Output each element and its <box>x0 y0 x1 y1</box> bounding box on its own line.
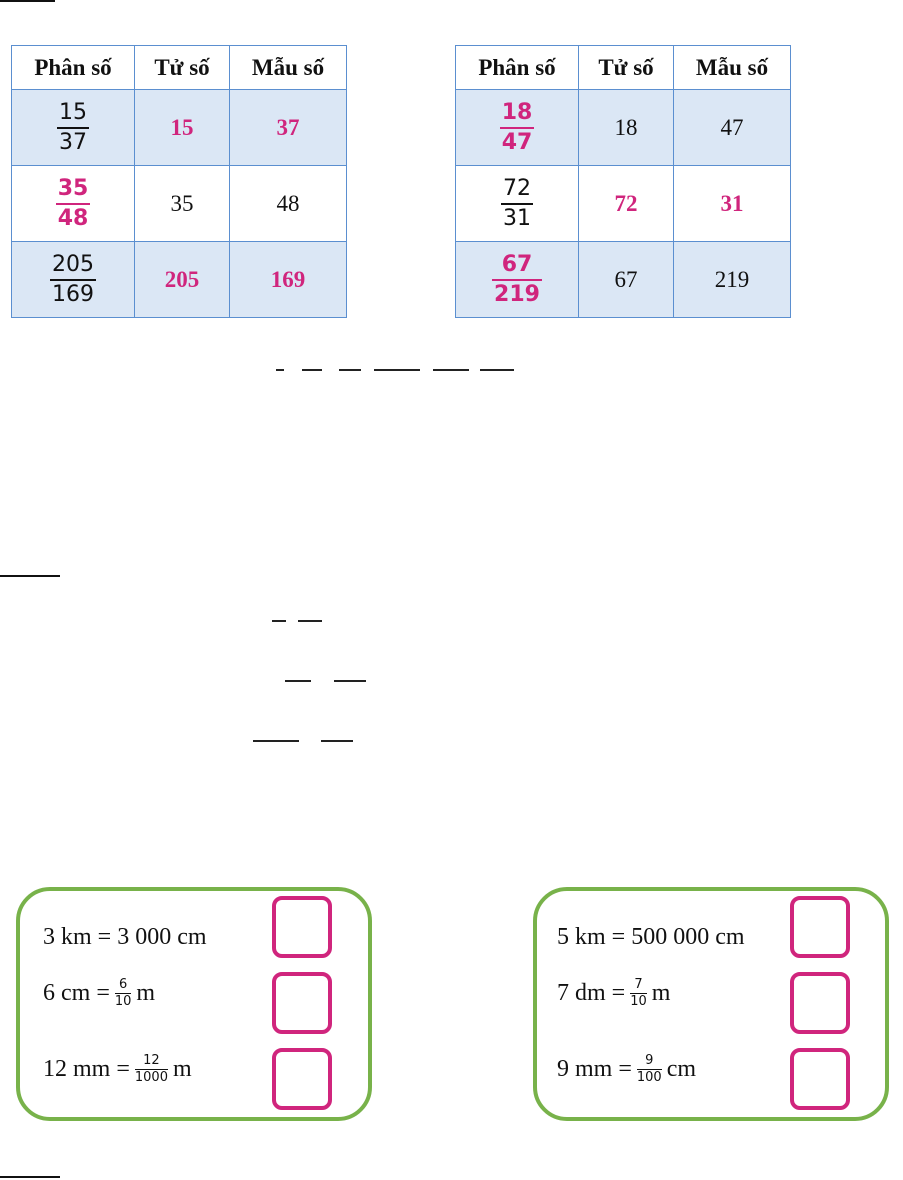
answer-checkbox[interactable] <box>272 1048 332 1110</box>
table-row <box>12 242 347 318</box>
denominator: 10 <box>114 994 132 1010</box>
fraction <box>115 978 132 1010</box>
header-tu-so: Tử số <box>135 46 230 90</box>
fraction-bar <box>500 127 535 129</box>
blank-line <box>298 620 322 622</box>
section-rule-top <box>0 0 55 2</box>
equation-text: 5 km = 500 000 cm <box>557 924 745 950</box>
equation-text: 9 mm = <box>557 1056 632 1083</box>
blank-line <box>433 369 469 371</box>
blank-line <box>339 369 361 371</box>
table-header-row <box>456 46 791 90</box>
blank-line <box>302 369 322 371</box>
answer-checkbox[interactable] <box>790 1048 850 1110</box>
header-mau-so: Mẫu số <box>230 46 347 90</box>
blank-line <box>321 740 353 742</box>
blank-line <box>285 680 311 682</box>
fraction-cell <box>456 90 579 166</box>
blank-line <box>253 740 299 742</box>
header-mau-so: Mẫu số <box>674 46 791 90</box>
answer-checkbox[interactable] <box>790 972 850 1034</box>
fraction-bar <box>492 279 542 281</box>
section-rule-middle <box>0 575 60 577</box>
denominator: 10 <box>630 994 647 1010</box>
numerator: 205 <box>52 252 94 278</box>
fraction-table-1 <box>11 45 347 318</box>
tu-so-cell: 18 <box>579 90 674 166</box>
equation-line <box>557 1054 696 1086</box>
tu-so-cell: 205 <box>135 242 230 318</box>
unit-text: m <box>172 1056 192 1083</box>
header-phan-so: Phân số <box>12 46 135 90</box>
unit-text: cm <box>666 1056 697 1083</box>
section-rule-bottom <box>0 1176 60 1178</box>
fraction-table-2 <box>455 45 791 318</box>
header-phan-so: Phân số <box>456 46 579 90</box>
fraction <box>56 177 91 229</box>
unit-text: m <box>136 980 156 1007</box>
denominator: 48 <box>57 205 89 231</box>
tu-so-cell: 67 <box>579 242 674 318</box>
fraction-cell <box>12 242 135 318</box>
fraction-cell <box>456 242 579 318</box>
table-row <box>12 166 347 242</box>
fraction <box>492 253 542 305</box>
blank-line <box>272 620 286 622</box>
equation-line <box>43 978 155 1010</box>
equation-text: 3 km = 3 000 cm <box>43 924 207 950</box>
equation-text: 12 mm = <box>43 1056 130 1083</box>
denominator: 1000 <box>134 1070 168 1086</box>
mau-so-cell: 31 <box>674 166 791 242</box>
blank-line <box>480 369 514 371</box>
fraction <box>57 101 89 153</box>
mau-so-cell: 48 <box>230 166 347 242</box>
fraction-cell <box>12 166 135 242</box>
denominator: 169 <box>52 281 94 307</box>
tu-so-cell: 35 <box>135 166 230 242</box>
denominator: 100 <box>636 1070 662 1086</box>
numerator: 9 <box>645 1053 654 1068</box>
blank-line <box>374 369 420 371</box>
fraction <box>135 1054 168 1086</box>
numerator: 67 <box>501 252 533 278</box>
fraction-cell <box>12 90 135 166</box>
equation-line <box>43 924 207 951</box>
equation-text: 7 dm = <box>557 980 626 1007</box>
numerator: 35 <box>57 176 89 202</box>
numerator: 7 <box>634 977 643 992</box>
tu-so-cell: 15 <box>135 90 230 166</box>
table-row <box>456 90 791 166</box>
fraction-cell <box>456 166 579 242</box>
numerator: 72 <box>503 176 531 202</box>
table-row <box>456 166 791 242</box>
numerator: 18 <box>501 100 533 126</box>
answer-checkbox[interactable] <box>272 972 332 1034</box>
fraction <box>500 101 535 153</box>
numerator: 15 <box>59 100 87 126</box>
numerator: 12 <box>143 1053 160 1068</box>
fraction <box>630 978 647 1010</box>
fraction <box>50 253 96 305</box>
mau-so-cell: 37 <box>230 90 347 166</box>
equation-line <box>557 924 745 951</box>
answer-checkbox[interactable] <box>272 896 332 958</box>
answer-checkbox[interactable] <box>790 896 850 958</box>
fraction-bar <box>501 203 533 205</box>
table-header-row <box>12 46 347 90</box>
tu-so-cell: 72 <box>579 166 674 242</box>
mau-so-cell: 219 <box>674 242 791 318</box>
blank-line <box>276 369 284 371</box>
fraction-bar <box>50 279 96 281</box>
fraction <box>637 1054 662 1086</box>
equation-line <box>557 978 670 1010</box>
denominator: 219 <box>494 281 540 307</box>
unit-text: m <box>651 980 671 1007</box>
fraction-bar <box>57 127 89 129</box>
fraction <box>501 177 533 229</box>
blank-line <box>334 680 366 682</box>
equation-text: 6 cm = <box>43 980 110 1007</box>
table-row <box>12 90 347 166</box>
denominator: 47 <box>501 129 533 155</box>
mau-so-cell: 47 <box>674 90 791 166</box>
denominator: 31 <box>503 205 531 231</box>
mau-so-cell: 169 <box>230 242 347 318</box>
table-row <box>456 242 791 318</box>
header-tu-so: Tử số <box>579 46 674 90</box>
denominator: 37 <box>59 129 87 155</box>
equation-line <box>43 1054 192 1086</box>
fraction-bar <box>56 203 91 205</box>
numerator: 6 <box>118 977 128 992</box>
